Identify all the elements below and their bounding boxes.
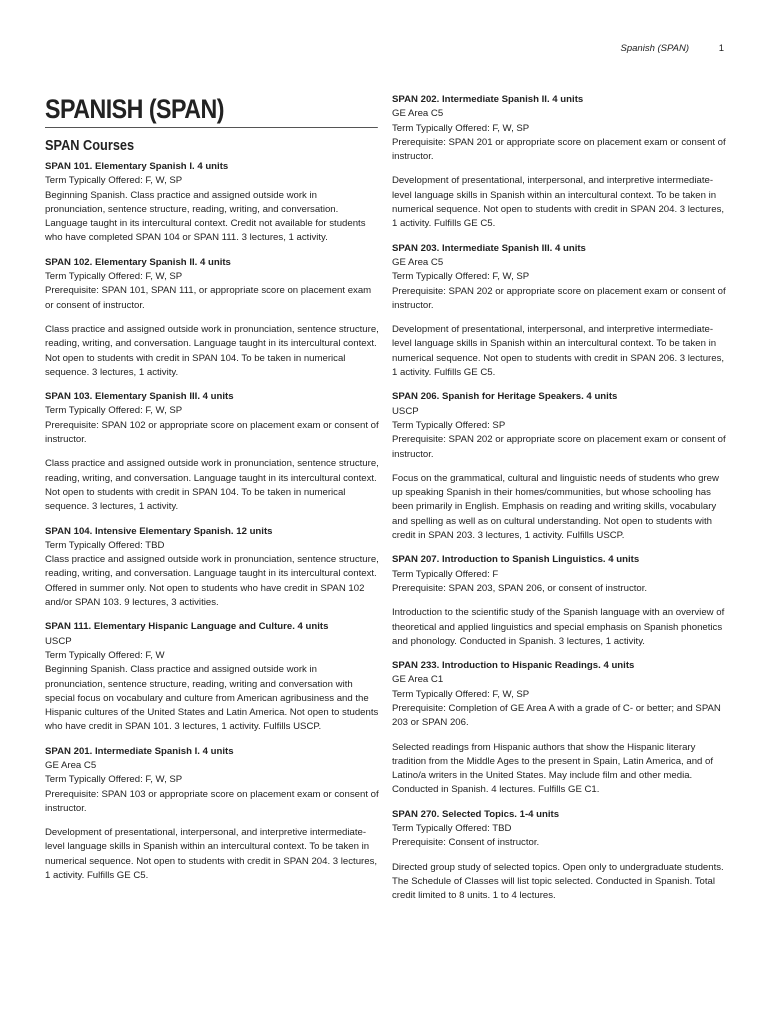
course-description: Introduction to the scientific study of the Spanish language with an overview of theoretical and applied linguistics and special emphasis on Spanish phonetics and phonology. Conducted in Spanish. 3 lectures, 1 activity. xyxy=(392,607,725,647)
course-title: SPAN 270. Selected Topics. 1-4 units xyxy=(392,808,560,820)
course-term: Term Typically Offered: F, W, SP xyxy=(392,688,530,700)
page-title: SPANISH (SPAN) xyxy=(45,0,378,128)
course-span-103 xyxy=(45,390,379,514)
course-span-101 xyxy=(45,160,379,246)
course-description: Beginning Spanish. Class practice and assigned outside work in pronunciation, sentence structure, reading, writing, and conversation. Language taught in its intercultural context. Credit not available for students who have completed SPAN 104 or SPAN 111. 3 lectures, 1 activity. xyxy=(45,189,366,244)
course-span-203 xyxy=(392,242,726,381)
course-title: SPAN 104. Intensive Elementary Spanish. 12 units xyxy=(45,525,273,537)
course-title: SPAN 111. Elementary Hispanic Language and Culture. 4 units xyxy=(45,621,329,633)
course-attribute: USCP xyxy=(392,405,419,417)
course-prerequisite: Prerequisite: Consent of instructor. xyxy=(392,837,540,849)
course-title: SPAN 201. Intermediate Spanish I. 4 units xyxy=(45,745,234,757)
course-span-233 xyxy=(392,659,726,798)
course-attribute: GE Area C5 xyxy=(392,256,444,268)
course-description: Development of presentational, interpersonal, and interpretive intermediate-level language skills in Spanish within an intercultural context. To be taken in numerical sequence. Not open to students with credit in SPAN 204. 3 lectures, 1 activity. Fulfills GE C5. xyxy=(392,175,725,230)
course-prerequisite: Prerequisite: SPAN 103 or appropriate score on placement exam or consent of instructor. xyxy=(45,788,379,814)
course-description: Focus on the grammatical, cultural and linguistic needs of students who grew up speaking Spanish in their homes/communities, but whose schooling has been primarily in English. Emphasis on reading and writing skills, vocabulary and spelling as well as on cultural understanding. Not open to students with credit in SPAN 203. 3 lectures, 1 activity. Fulfills USCP. xyxy=(392,472,719,542)
section-title: SPAN Courses xyxy=(45,138,135,154)
course-attribute: USCP xyxy=(45,635,72,647)
course-title: SPAN 102. Elementary Spanish II. 4 units xyxy=(45,256,231,268)
course-description: Development of presentational, interpersonal, and interpretive intermediate-level language skills in Spanish within an intercultural context. To be taken in numerical sequence. Not open to students with credit in SPAN 206. 3 lectures, 1 activity. Fulfills GE C5. xyxy=(392,324,725,379)
course-term: Term Typically Offered: F, W xyxy=(45,649,165,661)
course-term: Term Typically Offered: F, W, SP xyxy=(45,405,183,417)
course-term: Term Typically Offered: TBD xyxy=(392,823,512,835)
course-span-202 xyxy=(392,0,726,232)
course-span-104 xyxy=(45,525,379,611)
running-head-title: Spanish (SPAN) xyxy=(620,43,689,54)
course-span-201 xyxy=(45,745,379,884)
course-description: Development of presentational, interpersonal, and interpretive intermediate-level language skills in Spanish within an intercultural context. To be taken in numerical sequence. Not open to students with credit in SPAN 204. 3 lectures, 1 activity. Fulfills GE C5. xyxy=(45,827,378,882)
course-description: Directed group study of selected topics. Open only to undergraduate students. The Schedule of Classes will list topic selected. Conducted in Spanish. Total credit limited to 8 units. 1 to 4 lectures. xyxy=(392,861,724,902)
course-description: Class practice and assigned outside work in pronunciation, sentence structure, reading, writing, and conversation. Language taught in its intercultural context. Offered in summer only. Not open to students who have credit in SPAN 102 and/or SPAN 103. 9 lectures, 3 activities. xyxy=(45,554,379,609)
course-term: Term Typically Offered: F, W, SP xyxy=(392,271,530,283)
course-prerequisite: Prerequisite: Completion of GE Area A with a grade of C- or better; and SPAN 203 or SPAN 206. xyxy=(392,702,721,729)
course-prerequisite: Prerequisite: SPAN 203, SPAN 206, or consent of instructor. xyxy=(392,582,648,594)
course-term: Term Typically Offered: SP xyxy=(392,419,506,431)
course-term: Term Typically Offered: F, W, SP xyxy=(45,175,183,187)
course-attribute: GE Area C1 xyxy=(392,674,444,686)
course-title: SPAN 202. Intermediate Spanish II. 4 units xyxy=(392,94,584,105)
course-description: Class practice and assigned outside work in pronunciation, sentence structure, reading, writing, and conversation. Language taught in its intercultural context. Not open to students with credit in SPAN 104. To be taken in numerical sequence. 3 lectures, 1 activity. xyxy=(45,458,379,513)
course-span-207 xyxy=(392,553,726,649)
course-term: Term Typically Offered: TBD xyxy=(45,539,165,551)
course-term: Term Typically Offered: F, W, SP xyxy=(45,271,183,283)
left-column xyxy=(45,0,379,883)
course-description: Beginning Spanish. Class practice and assigned outside work in pronunciation, sentence structure, reading, writing and conversation with special focus on vocabulary and culture from American agribusiness and the Hispanic cultures of the United States and Latin America. Not open to students who have credit in SPAN 101. 3 lectures, 1 activity. Fulfills USCP. xyxy=(45,664,379,733)
course-span-206 xyxy=(392,390,726,543)
right-column xyxy=(392,0,726,904)
course-span-102 xyxy=(45,256,379,380)
course-span-111 xyxy=(45,620,379,734)
course-prerequisite: Prerequisite: SPAN 202 or appropriate score on placement exam or consent of instructor. xyxy=(392,434,726,460)
course-attribute: GE Area C5 xyxy=(392,108,444,120)
course-term: Term Typically Offered: F, W, SP xyxy=(392,122,530,134)
course-prerequisite: Prerequisite: SPAN 201 or appropriate score on placement exam or consent of instructor. xyxy=(392,136,726,163)
course-attribute: GE Area C5 xyxy=(45,759,97,771)
course-title: SPAN 101. Elementary Spanish I. 4 units xyxy=(45,161,229,172)
course-description: Class practice and assigned outside work in pronunciation, sentence structure, reading, writing, and conversation. Language taught in its intercultural context. Not open to students with credit in SPAN 104. To be taken in numerical sequence. 3 lectures, 1 activity. xyxy=(45,323,379,378)
course-prerequisite: Prerequisite: SPAN 101, SPAN 111, or appropriate score on placement exam or consent of instructor. xyxy=(45,285,372,311)
course-span-270 xyxy=(392,808,726,904)
page-number: 1 xyxy=(718,43,724,54)
course-prerequisite: Prerequisite: SPAN 202 or appropriate score on placement exam or consent of instructor. xyxy=(392,285,726,311)
course-title: SPAN 206. Spanish for Heritage Speakers. 4 units xyxy=(392,391,618,403)
course-title: SPAN 233. Introduction to Hispanic Readings. 4 units xyxy=(392,660,635,672)
course-title: SPAN 207. Introduction to Spanish Linguistics. 4 units xyxy=(392,554,640,566)
course-title: SPAN 103. Elementary Spanish III. 4 units xyxy=(45,391,234,403)
course-term: Term Typically Offered: F xyxy=(392,568,499,580)
course-title: SPAN 203. Intermediate Spanish III. 4 units xyxy=(392,242,586,254)
course-term: Term Typically Offered: F, W, SP xyxy=(45,774,183,786)
course-description: Selected readings from Hispanic authors that show the Hispanic literary tradition from the Middle Ages to the present in Spain, Latin America, and of Latino/a writers in the United States. May include film and other media. Conducted in Spanish. 4 lectures. Fulfills GE C1. xyxy=(392,741,714,796)
course-prerequisite: Prerequisite: SPAN 102 or appropriate score on placement exam or consent of instructor. xyxy=(45,419,379,446)
